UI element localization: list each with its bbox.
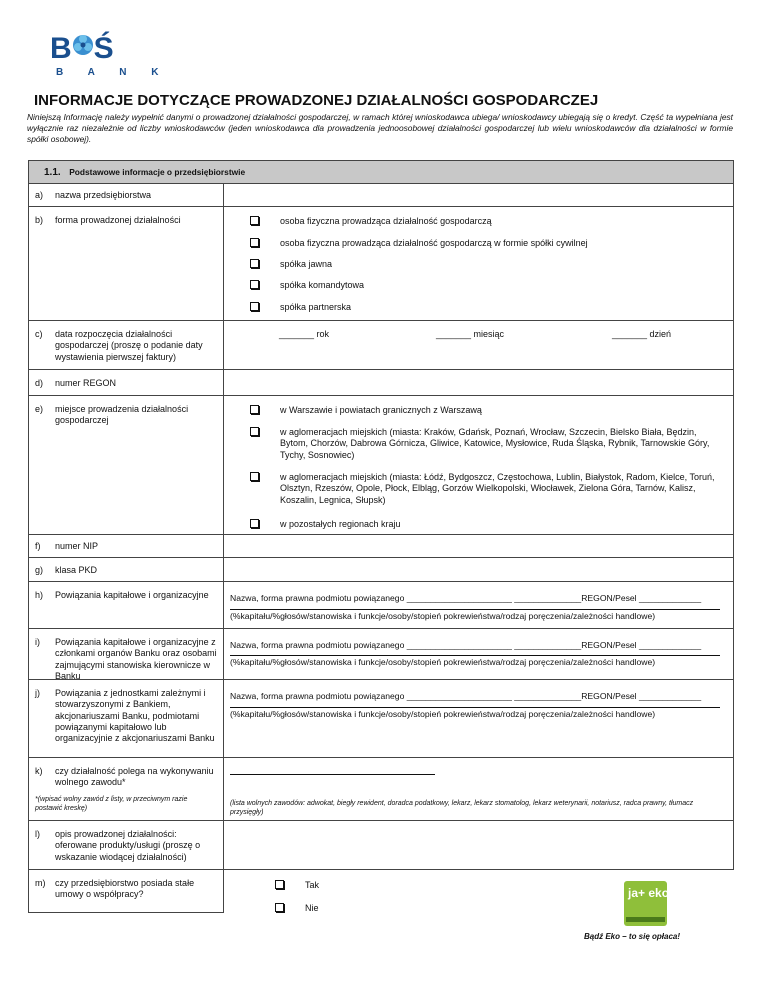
pkd-field[interactable] bbox=[224, 558, 734, 582]
nip-field[interactable] bbox=[224, 535, 734, 558]
free-profession-field[interactable] bbox=[224, 758, 734, 821]
row-a-label bbox=[29, 184, 224, 207]
contracts-option-yes[interactable]: Tak bbox=[305, 880, 319, 891]
free-profession-list: (lista wolnych zawodów: adwokat, biegły rewident, doradca podatkowy, lekarz, lekarz stomatolog, lekarz weterynarii, notariusz, radca prawny, tłumacz przysięgły) bbox=[230, 800, 694, 816]
row-b-label bbox=[29, 207, 224, 321]
regon-field[interactable] bbox=[224, 370, 734, 396]
contracts-option-no[interactable]: Nie bbox=[305, 903, 319, 914]
row-label: Powiązania z jednostkami zależnymi i stowarzyszonymi z Bankiem, akcjonariuszami Banku, podmiotami powiązanymi kapitałowo lub organizacyjnie z akcjonariuszami Banku bbox=[55, 688, 215, 743]
underline bbox=[230, 609, 720, 610]
month-field[interactable]: _______ miesiąc bbox=[436, 329, 505, 339]
row-label: Powiązania kapitałowe i organizacyjne bbox=[55, 590, 209, 600]
location-option[interactable]: w Warszawie i powiatach granicznych z Warszawą bbox=[280, 405, 720, 416]
section-number: 1.1. bbox=[44, 167, 61, 178]
row-j-label bbox=[29, 680, 224, 758]
intro-text: Niniejszą Informację należy wypełnić danymi o prowadzonej działalności gospodarczej, w ramach której wnioskodawca ubiega/ wnioskodawcy ubiegają się o kredyt. Część ta wypełniana jest wyłącznie raz niezależnie od liczby wnioskodawców (jeden wnioskodawca dla prowadzenia jednoosobowej działalności gospodarczej lub wielu wnioskodawców dla działalności w formie spółki osobowej). bbox=[27, 112, 733, 144]
checkbox[interactable] bbox=[250, 216, 259, 225]
legal-form-option[interactable]: osoba fizyczna prowadząca działalność gospodarczą w formie spółki cywilnej bbox=[280, 238, 588, 249]
legal-form-option[interactable]: spółka partnerska bbox=[280, 302, 351, 313]
checkbox[interactable] bbox=[250, 519, 259, 528]
relation-line: Nazwa, forma prawna podmiotu powiązanego ______________________ ______________REGON/Pesel _____________ bbox=[230, 691, 702, 701]
row-label: klasa PKD bbox=[55, 565, 98, 575]
relation-field-h[interactable] bbox=[224, 582, 734, 629]
start-date-field[interactable] bbox=[224, 321, 734, 370]
slogan: Bądź Eko – to się opłaca! bbox=[584, 932, 681, 941]
checkbox[interactable] bbox=[250, 280, 259, 289]
eko-logo-text: ja+ eko bbox=[628, 886, 670, 900]
row-letter: b) bbox=[35, 215, 44, 225]
checkbox[interactable] bbox=[250, 238, 259, 247]
row-label: nazwa przedsiębiorstwa bbox=[55, 190, 152, 200]
location-option[interactable]: w aglomeracjach miejskich (miasta: Kraków, Gdańsk, Poznań, Wrocław, Szczecin, Bielsko Biała, Będzin, Bytom, Chorzów, Dabrowa Górnicza, Gliwice, Katowice, Mysłowice, Ruda Śląska, Rybnik, Tarnowskie Góry, Tychy, Sosnowiec) bbox=[280, 427, 720, 461]
relation-hint: (%kapitału/%głosów/stanowiska i funkcje/osoby/stopień pokrewieństwa/rodzaj poręczenia/zależności handlowe) bbox=[230, 709, 656, 719]
business-info-form bbox=[28, 160, 734, 913]
relation-line: Nazwa, forma prawna podmiotu powiązanego ______________________ ______________REGON/Pesel _____________ bbox=[230, 593, 702, 603]
row-letter: d) bbox=[35, 378, 44, 388]
row-letter: h) bbox=[35, 590, 44, 600]
checkbox[interactable] bbox=[250, 427, 259, 436]
row-e-label bbox=[29, 396, 224, 535]
checkbox[interactable] bbox=[250, 259, 259, 268]
row-k-label bbox=[29, 758, 224, 821]
day-field[interactable]: _______ dzień bbox=[612, 329, 672, 339]
row-letter: k) bbox=[35, 766, 43, 776]
relation-hint: (%kapitału/%głosów/stanowiska i funkcje/osoby/stopień pokrewieństwa/rodzaj poręczenia/zależności handlowe) bbox=[230, 657, 656, 667]
checkbox[interactable] bbox=[275, 903, 284, 912]
row-d-label bbox=[29, 370, 224, 396]
row-label: forma prowadzonej działalności bbox=[55, 215, 181, 225]
legal-form-options bbox=[224, 207, 734, 321]
row-l-label bbox=[29, 821, 224, 870]
row-i-label bbox=[29, 629, 224, 680]
checkbox[interactable] bbox=[250, 405, 259, 414]
company-name-field[interactable] bbox=[224, 184, 734, 207]
year-field[interactable]: _______ rok bbox=[279, 329, 330, 339]
underline bbox=[230, 774, 435, 775]
row-letter: f) bbox=[35, 541, 41, 551]
row-label: data rozpoczęcia działalności gospodarczej (proszę o podanie daty wystawienia pierwszej faktury) bbox=[55, 329, 203, 362]
location-option[interactable]: w aglomeracjach miejskich (miasta: Łódź, Bydgoszcz, Częstochowa, Lublin, Białystok, Radom, Kielce, Toruń, Olsztyn, Rzeszów, Opole, Płock, Elbląg, Gorzów Wielkopolski, Włocławek, Zielona Góra, Tarnów, Kalisz, Koszalin, Legnica, Słupsk) bbox=[280, 472, 720, 506]
relation-field-j[interactable] bbox=[224, 680, 734, 758]
row-letter: i) bbox=[35, 637, 40, 647]
row-m-label bbox=[29, 870, 224, 913]
row-letter: e) bbox=[35, 404, 44, 414]
location-option[interactable]: w pozostałych regionach kraju bbox=[280, 519, 720, 530]
checkbox[interactable] bbox=[275, 880, 284, 889]
flower-icon bbox=[72, 34, 94, 56]
row-k-note: *(wpisać wolny zawód z listy, w przeciwnym razie postawić kreskę) bbox=[35, 796, 188, 812]
legal-form-option[interactable]: spółka jawna bbox=[280, 259, 332, 270]
row-letter: m) bbox=[35, 878, 46, 888]
row-g-label bbox=[29, 558, 224, 582]
underline bbox=[230, 655, 720, 656]
underline bbox=[230, 707, 720, 708]
relation-field-i[interactable] bbox=[224, 629, 734, 680]
row-c-label bbox=[29, 321, 224, 370]
row-f-label bbox=[29, 535, 224, 558]
row-letter: l) bbox=[35, 829, 40, 839]
activity-description-field[interactable] bbox=[224, 821, 734, 870]
row-letter: g) bbox=[35, 565, 44, 575]
row-label: czy przedsiębiorstwo posiada stałe umowy o współpracy? bbox=[55, 878, 195, 900]
row-label: opis prowadzonej działalności: oferowane produkty/usługi (proszę o wskazanie wiodącej działalności) bbox=[55, 829, 201, 862]
relation-line: Nazwa, forma prawna podmiotu powiązanego ______________________ ______________REGON/Pesel _____________ bbox=[230, 640, 702, 650]
row-letter: j) bbox=[35, 688, 40, 698]
relation-hint: (%kapitału/%głosów/stanowiska i funkcje/osoby/stopień pokrewieństwa/rodzaj poręczenia/zależności handlowe) bbox=[230, 611, 656, 621]
legal-form-option[interactable]: osoba fizyczna prowadząca działalność gospodarczą bbox=[280, 216, 492, 227]
row-label: miejsce prowadzenia działalności gospodarczej bbox=[55, 404, 189, 426]
section-title: Podstawowe informacje o przedsiębiorstwie bbox=[69, 167, 246, 177]
legal-form-option[interactable]: spółka komandytowa bbox=[280, 280, 364, 291]
row-label: Powiązania kapitałowe i organizacyjne z członkami organów Banku oraz osobami zajmującymi stanowiska kierownicze w Banku bbox=[55, 637, 217, 681]
checkbox[interactable] bbox=[250, 302, 259, 311]
logo-wordmark: B Ś bbox=[50, 32, 114, 65]
location-options bbox=[224, 396, 734, 535]
checkbox[interactable] bbox=[250, 472, 259, 481]
row-label: numer NIP bbox=[55, 541, 99, 551]
eko-logo-bar bbox=[626, 917, 665, 922]
row-h-label bbox=[29, 582, 224, 629]
row-letter: a) bbox=[35, 190, 44, 200]
page-title: INFORMACJE DOTYCZĄCE PROWADZONEJ DZIAŁALNOŚCI GOSPODARCZEJ bbox=[34, 92, 599, 109]
section-header bbox=[29, 161, 734, 184]
row-label: numer REGON bbox=[55, 378, 117, 388]
row-label: czy działalność polega na wykonywaniu wolnego zawodu* bbox=[55, 766, 214, 788]
row-letter: c) bbox=[35, 329, 43, 339]
logo-subtitle: B A N K bbox=[56, 67, 170, 78]
